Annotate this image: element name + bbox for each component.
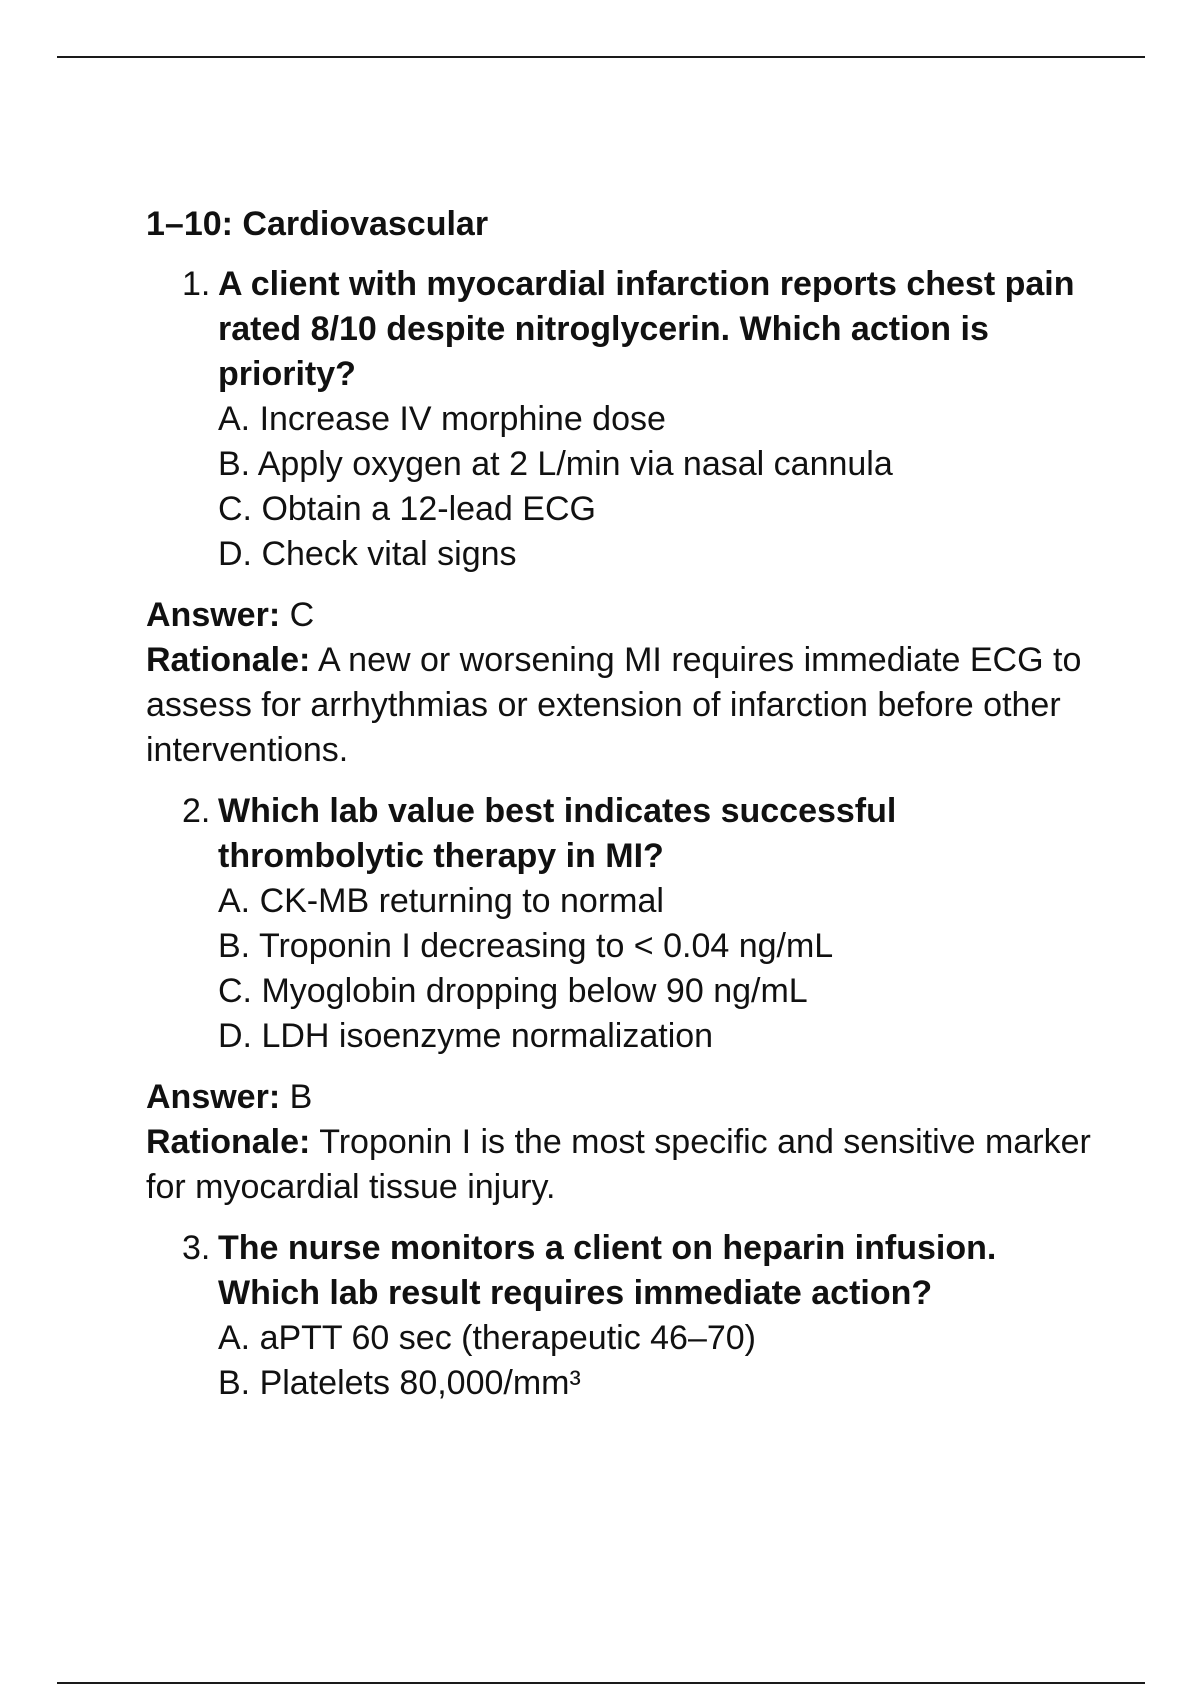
top-rule (57, 56, 1145, 58)
answer-1 (146, 593, 1106, 638)
bottom-rule (57, 1682, 1145, 1684)
option-b: B. Platelets 80,000/mm³ (218, 1364, 581, 1402)
document-content (146, 202, 1106, 1406)
option-c: C. Obtain a 12-lead ECG (218, 490, 596, 528)
question-text: The nurse monitors a client on heparin infusion. Which lab result requires immediate action? (218, 1229, 997, 1312)
question-1 (146, 262, 1106, 577)
answer-label: Answer: (146, 596, 281, 634)
answer-value: B (289, 1078, 313, 1116)
rationale-label: Rationale: (146, 641, 311, 679)
option-a: A. Increase IV morphine dose (218, 400, 666, 438)
question-text: Which lab value best indicates successful thrombolytic therapy in MI? (218, 792, 897, 875)
option-b: B. Troponin I decreasing to < 0.04 ng/mL (218, 927, 834, 965)
question-text: A client with myocardial infarction reports chest pain rated 8/10 despite nitroglycerin. Which action is priority? (218, 265, 1075, 393)
rationale-label: Rationale: (146, 1123, 311, 1161)
rationale-text: Troponin I is the most specific and sensitive marker for myocardial tissue injury. (146, 1123, 1091, 1206)
question-3 (146, 1226, 1106, 1406)
question-number: 1. (182, 265, 211, 303)
question-number: 3. (182, 1229, 211, 1267)
option-b: B. Apply oxygen at 2 L/min via nasal cannula (218, 445, 893, 483)
question-2 (146, 789, 1106, 1059)
answer-label: Answer: (146, 1078, 281, 1116)
section-title: 1–10: Cardiovascular (146, 205, 489, 243)
answer-value: C (289, 596, 315, 634)
option-a: A. aPTT 60 sec (therapeutic 46–70) (218, 1319, 757, 1357)
answer-2 (146, 1075, 1106, 1120)
rationale-1 (146, 638, 1106, 773)
option-d: D. LDH isoenzyme normalization (218, 1017, 714, 1055)
option-d: D. Check vital signs (218, 535, 517, 573)
rationale-text: A new or worsening MI requires immediate ECG to assess for arrhythmias or extension of infarction before other interventions. (146, 641, 1082, 769)
rationale-2 (146, 1120, 1106, 1210)
question-number: 2. (182, 792, 211, 830)
option-a: A. CK-MB returning to normal (218, 882, 664, 920)
option-c: C. Myoglobin dropping below 90 ng/mL (218, 972, 808, 1010)
